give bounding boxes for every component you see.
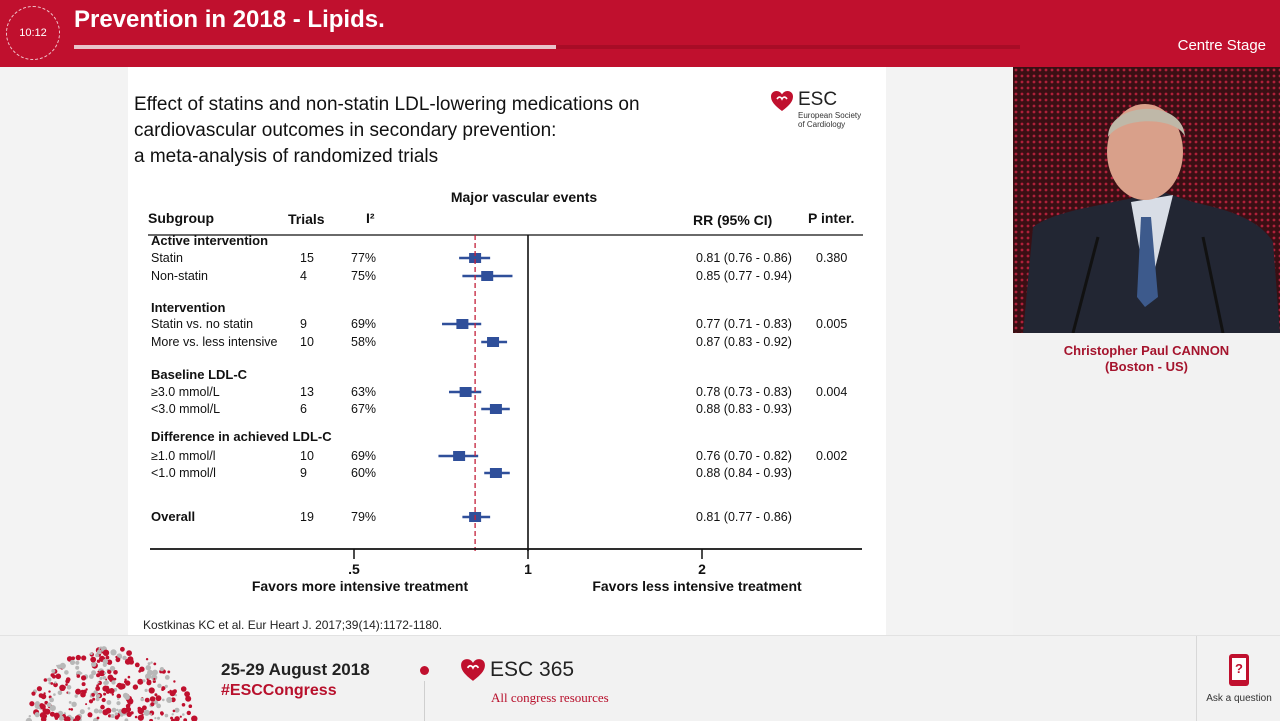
row-trials: 10 [300, 335, 314, 349]
decorative-dot [71, 702, 76, 707]
column-header-i2: I² [366, 210, 375, 226]
row-p: 0.380 [816, 251, 847, 265]
esc365-label: ESC 365 [490, 658, 574, 682]
decorative-dot [56, 665, 58, 667]
decorative-dot [99, 677, 102, 680]
row-label: Statin vs. no statin [151, 317, 253, 331]
row-i2: 63% [351, 385, 376, 399]
decorative-dot [47, 678, 49, 680]
ask-question-button[interactable] [1196, 636, 1280, 721]
session-clock: 10:12 [6, 6, 60, 60]
favors-left-label: Favors more intensive treatment [252, 578, 469, 594]
row-point-estimate [453, 451, 465, 461]
decorative-dot [51, 673, 55, 677]
row-label: <3.0 mmol/L [151, 402, 220, 416]
decorative-dot [77, 674, 81, 678]
decorative-dot [175, 694, 177, 696]
esc365-heart-icon [460, 658, 486, 682]
decorative-dot [71, 656, 75, 660]
decorative-dot [162, 699, 165, 702]
speaker-name: Christopher Paul CANNON [1013, 343, 1280, 359]
row-point-estimate [481, 271, 493, 281]
decorative-dot [165, 685, 168, 688]
slide-title-line: Effect of statins and non-statin LDL-lowering medications on [134, 92, 734, 118]
decorative-dot [167, 671, 170, 674]
row-trials: 6 [300, 402, 307, 416]
row-trials: 10 [300, 449, 314, 463]
row-label: Non-statin [151, 269, 208, 283]
slide-title-line: cardiovascular outcomes in secondary prevention: [134, 118, 734, 144]
decorative-dot [147, 670, 153, 676]
forest-plot [128, 67, 886, 635]
decorative-dot [153, 663, 156, 666]
decorative-dot [65, 683, 68, 686]
row-point-estimate [490, 404, 502, 414]
decorative-dot [152, 670, 158, 676]
decorative-dot [90, 715, 92, 717]
decorative-dot [116, 709, 118, 711]
row-i2: 77% [351, 251, 376, 265]
decorative-dot [128, 676, 131, 679]
decorative-dot [119, 709, 121, 711]
session-progress-bar[interactable] [74, 45, 1020, 49]
top-bar [0, 0, 1280, 67]
decorative-dot [189, 704, 193, 708]
decorative-dot [97, 694, 100, 697]
decorative-dot [103, 681, 107, 685]
row-p: 0.002 [816, 449, 847, 463]
decorative-dot [68, 692, 71, 695]
overall-i2: 79% [351, 510, 376, 524]
decorative-dot [75, 666, 79, 670]
decorative-dot [125, 695, 130, 700]
decorative-dot [154, 717, 156, 719]
congress-dates: 25-29 August 2018 [221, 660, 370, 680]
slide [128, 67, 886, 635]
decorative-dot [182, 713, 185, 716]
decorative-dot [117, 683, 122, 688]
decorative-dot [96, 697, 100, 701]
ask-question-label: Ask a question [1197, 693, 1280, 704]
decorative-dot [91, 693, 95, 697]
decorative-dot [110, 666, 115, 671]
decorative-dot [137, 679, 143, 685]
decorative-dot [40, 704, 46, 710]
decorative-dot [103, 693, 106, 696]
column-header-rr: RR (95% CI) [693, 212, 772, 228]
decorative-dot [89, 699, 93, 703]
row-trials: 9 [300, 466, 307, 480]
decorative-dot [51, 669, 55, 673]
decorative-dot [97, 671, 99, 673]
decorative-dot [150, 702, 154, 706]
x-axis-tick-label: .5 [348, 561, 360, 577]
decorative-dot [121, 708, 127, 714]
decorative-dot [98, 673, 101, 676]
decorative-dot [161, 713, 164, 716]
decorative-dot [103, 650, 109, 656]
citation: Kostkinas KC et al. Eur Heart J. 2017;39(14):1172-1180. [143, 618, 442, 632]
decorative-dot [92, 672, 95, 675]
group-label: Difference in achieved LDL-C [151, 429, 332, 444]
row-label: ≥3.0 mmol/L [151, 385, 220, 399]
row-label: More vs. less intensive [151, 335, 277, 349]
decorative-dot [80, 672, 82, 674]
decorative-dot [146, 665, 151, 670]
decorative-dot [143, 679, 146, 682]
decorative-dot [90, 657, 96, 663]
decorative-dot [169, 690, 171, 692]
session-progress-fill [74, 45, 556, 49]
decorative-dot [37, 686, 42, 691]
decorative-dot [44, 678, 48, 682]
decorative-dot [110, 649, 116, 655]
decorative-dot [147, 680, 152, 685]
phone-question-icon: ? [1229, 654, 1249, 686]
decorative-dot [66, 677, 71, 682]
row-point-estimate [487, 337, 499, 347]
decorative-dot [54, 681, 56, 683]
decorative-dot [127, 712, 132, 717]
speaker-location: (Boston - US) [1013, 359, 1280, 375]
decorative-dot [97, 650, 102, 655]
decorative-dot [153, 678, 155, 680]
decorative-dot [94, 709, 99, 714]
row-rr-text: 0.77 (0.71 - 0.83) [696, 317, 792, 331]
decorative-dot [104, 713, 106, 715]
speaker-video [1013, 67, 1280, 333]
column-header-subgroup: Subgroup [148, 210, 214, 226]
row-trials: 9 [300, 317, 307, 331]
row-trials: 13 [300, 385, 314, 399]
decorative-dot [85, 703, 87, 705]
decorative-dot [81, 655, 86, 660]
group-label: Baseline LDL-C [151, 367, 248, 382]
decorative-dot [69, 708, 71, 710]
decorative-dot [35, 712, 40, 717]
row-i2: 67% [351, 402, 376, 416]
congress-dots-graphic [10, 646, 210, 721]
row-trials: 4 [300, 269, 307, 283]
decorative-dot [69, 701, 72, 704]
decorative-dot [48, 690, 50, 692]
decorative-dot [156, 704, 161, 709]
row-rr-text: 0.87 (0.83 - 0.92) [696, 335, 792, 349]
decorative-dot [54, 713, 60, 719]
decorative-dot [165, 675, 170, 680]
decorative-dot [145, 689, 148, 692]
decorative-dot [150, 696, 156, 702]
row-rr-text: 0.81 (0.76 - 0.86) [696, 251, 792, 265]
decorative-dot [70, 660, 75, 665]
row-rr-text: 0.85 (0.77 - 0.94) [696, 269, 792, 283]
decorative-dot [90, 652, 93, 655]
decorative-dot [104, 672, 106, 674]
separator-dot [420, 666, 429, 675]
esc-logo-sub1: European Society [798, 111, 878, 120]
decorative-dot [67, 685, 72, 690]
decorative-dot [98, 709, 102, 713]
overall-label: Overall [151, 509, 195, 524]
decorative-dot [148, 662, 151, 665]
decorative-dot [129, 659, 134, 664]
column-header-p: P inter. [808, 210, 854, 226]
decorative-dot [80, 709, 85, 714]
decorative-dot [75, 689, 81, 695]
row-trials: 15 [300, 251, 314, 265]
decorative-dot [71, 708, 74, 711]
decorative-dot [124, 679, 126, 681]
row-rr-text: 0.88 (0.83 - 0.93) [696, 402, 792, 416]
decorative-dot [135, 663, 140, 668]
x-axis-tick-label: 2 [698, 561, 706, 577]
decorative-dot [173, 680, 175, 682]
decorative-dot [145, 698, 150, 703]
row-p: 0.005 [816, 317, 847, 331]
overall-rr-text: 0.81 (0.77 - 0.86) [696, 510, 792, 524]
slide-title-line: a meta-analysis of randomized trials [134, 144, 734, 170]
decorative-dot [180, 716, 182, 718]
decorative-dot [139, 667, 144, 672]
decorative-dot [81, 675, 86, 680]
decorative-dot [111, 714, 115, 718]
decorative-dot [117, 694, 122, 699]
decorative-dot [165, 714, 169, 718]
decorative-dot [182, 703, 186, 707]
congress-resources-link[interactable]: All congress resources [491, 690, 609, 706]
decorative-dot [115, 712, 118, 715]
decorative-dot [191, 716, 197, 721]
decorative-dot [116, 657, 121, 662]
decorative-dot [143, 707, 146, 710]
decorative-dot [75, 715, 81, 721]
decorative-dot [53, 693, 56, 696]
footer [0, 635, 1280, 720]
decorative-dot [187, 711, 191, 715]
esc-logo-sub2: of Cardiology [798, 120, 878, 129]
row-i2: 58% [351, 335, 376, 349]
decorative-dot [138, 708, 144, 714]
decorative-dot [105, 708, 111, 714]
decorative-dot [157, 684, 161, 688]
row-i2: 69% [351, 317, 376, 331]
session-title: Prevention in 2018 - Lipids. [74, 6, 385, 34]
decorative-dot [47, 702, 52, 707]
column-header-trials: Trials [288, 211, 325, 227]
decorative-dot [102, 698, 106, 702]
speaker-video-image [1013, 67, 1280, 333]
decorative-dot [64, 670, 69, 675]
decorative-dot [133, 684, 138, 689]
decorative-dot [56, 674, 62, 680]
decorative-dot [117, 698, 119, 700]
decorative-dot [173, 710, 176, 713]
decorative-dot [106, 656, 110, 660]
decorative-dot [95, 686, 100, 691]
row-p: 0.004 [816, 385, 847, 399]
decorative-dot [98, 681, 100, 683]
decorative-dot [111, 680, 115, 684]
decorative-dot [156, 695, 162, 701]
row-rr-text: 0.88 (0.84 - 0.93) [696, 466, 792, 480]
decorative-dot [63, 686, 66, 689]
separator-line [424, 681, 425, 721]
row-rr-text: 0.78 (0.73 - 0.83) [696, 385, 792, 399]
decorative-dot [181, 686, 187, 692]
decorative-dot [82, 682, 86, 686]
decorative-dot [107, 700, 112, 705]
decorative-dot [100, 705, 105, 710]
decorative-dot [135, 716, 138, 719]
group-label: Active intervention [151, 233, 268, 248]
decorative-dot [150, 713, 152, 715]
decorative-dot [123, 657, 126, 660]
decorative-dot [175, 708, 180, 713]
decorative-dot [150, 661, 152, 663]
decorative-dot [166, 697, 172, 703]
decorative-dot [60, 663, 66, 669]
favors-right-label: Favors less intensive treatment [592, 578, 802, 594]
decorative-dot [103, 659, 108, 664]
esc-logo-text: ESC [798, 89, 837, 111]
decorative-dot [75, 694, 78, 697]
decorative-dot [144, 710, 150, 716]
decorative-dot [160, 667, 164, 671]
decorative-dot [31, 692, 35, 696]
row-point-estimate [490, 468, 502, 478]
row-point-estimate [460, 387, 472, 397]
decorative-dot [97, 717, 100, 720]
x-axis-tick-label: 1 [524, 561, 532, 577]
decorative-dot [29, 715, 31, 717]
overall-trials: 19 [300, 510, 314, 524]
decorative-dot [140, 698, 144, 702]
row-label: <1.0 mmol/l [151, 466, 216, 480]
decorative-dot [114, 672, 117, 675]
row-i2: 75% [351, 269, 376, 283]
decorative-dot [174, 716, 179, 721]
channel-label: Centre Stage [1178, 37, 1266, 54]
group-label: Intervention [151, 300, 225, 315]
decorative-dot [116, 701, 120, 705]
decorative-dot [39, 693, 44, 698]
decorative-dot [103, 676, 107, 680]
row-i2: 60% [351, 466, 376, 480]
decorative-dot [149, 687, 155, 693]
decorative-dot [44, 692, 46, 694]
decorative-dot [107, 688, 110, 691]
chart-title: Major vascular events [451, 189, 598, 205]
decorative-dot [88, 707, 91, 710]
decorative-dot [29, 701, 34, 706]
row-label: Statin [151, 251, 183, 265]
decorative-dot [75, 661, 79, 665]
row-i2: 69% [351, 449, 376, 463]
decorative-dot [184, 691, 190, 697]
row-label: ≥1.0 mmol/l [151, 449, 216, 463]
decorative-dot [35, 701, 40, 706]
decorative-dot [76, 655, 81, 660]
congress-hashtag[interactable]: #ESCCongress [221, 682, 337, 700]
row-point-estimate [456, 319, 468, 329]
row-rr-text: 0.76 (0.70 - 0.82) [696, 449, 792, 463]
decorative-dot [115, 715, 119, 719]
decorative-dot [146, 658, 148, 660]
decorative-dot [126, 650, 132, 656]
decorative-dot [109, 688, 115, 694]
decorative-dot [157, 717, 160, 720]
decorative-dot [49, 698, 54, 703]
decorative-dot [80, 692, 86, 698]
decorative-dot [172, 713, 174, 715]
decorative-dot [120, 647, 125, 652]
decorative-dot [50, 682, 53, 685]
decorative-dot [112, 708, 117, 713]
decorative-dot [125, 680, 130, 685]
speaker-caption [1013, 343, 1280, 375]
decorative-dot [58, 691, 63, 696]
